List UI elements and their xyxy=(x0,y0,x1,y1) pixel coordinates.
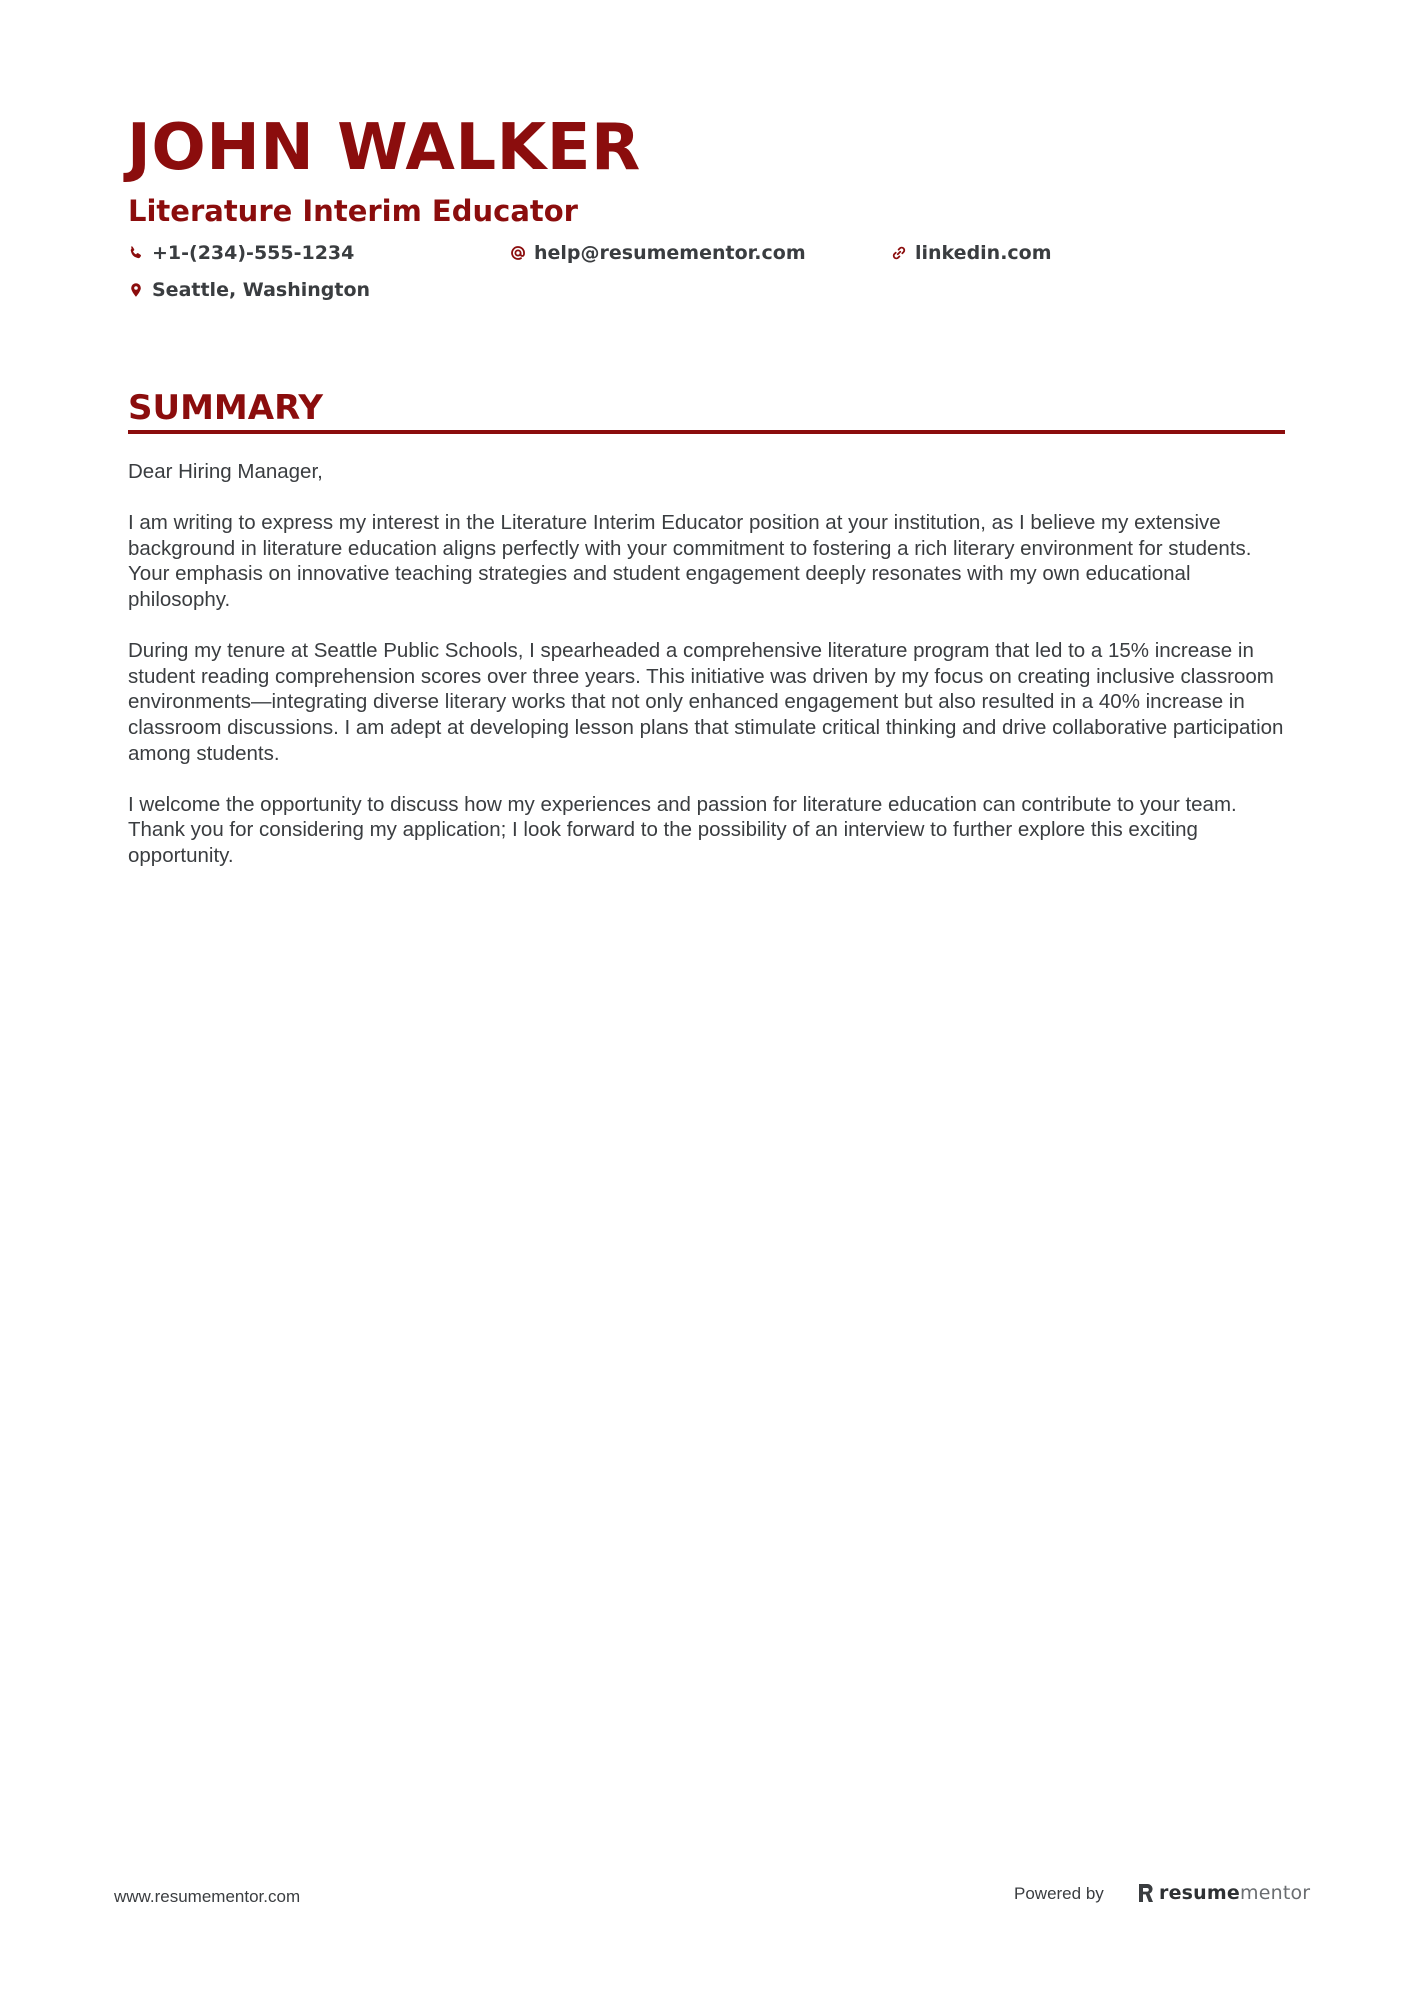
contact-location xyxy=(128,277,370,303)
letter-paragraph: I welcome the opportunity to discuss how my experiences and passion for literature education can contribute to your team. Thank you for considering my application; I look forward to the possibility of an interview to further explore this exciting opportunity. xyxy=(128,792,1237,867)
footer-powered-by: Powered by xyxy=(1014,1884,1104,1903)
at-icon xyxy=(510,245,526,261)
letter-greeting: Dear Hiring Manager, xyxy=(128,460,323,483)
email-text[interactable]: help@resumementor.com xyxy=(534,242,806,264)
contact-linkedin xyxy=(891,240,1052,266)
summary-heading: SUMMARY xyxy=(128,388,324,428)
job-title: Literature Interim Educator xyxy=(128,194,578,228)
letter-paragraph: I am writing to express my interest in the Literature Interim Educator position at your institution, as I believe my extensive background in literature education aligns perfectly with your commitment to fostering a rich literary environment for students. Your emphasis on innovative teaching strategies and student engagement deeply resonates with my own educational philosophy. xyxy=(128,511,1252,611)
link-icon xyxy=(891,245,907,261)
letter-body xyxy=(128,459,1288,894)
phone-icon xyxy=(128,245,144,261)
resumementor-logo-icon xyxy=(1137,1882,1155,1904)
letter-paragraph: During my tenure at Seattle Public Schools, I spearheaded a comprehensive literature program that led to a 15% increase in student reading comprehension scores over three years. This initiative was driven by my focus on creating inclusive classroom environments—integrating diverse literary works that not only enhanced engagement but also resulted in a 40% increase in classroom discussions. I am adept at developing lesson plans that stimulate critical thinking and drive collaborative participation among students. xyxy=(128,639,1284,765)
section-divider xyxy=(128,430,1285,434)
linkedin-text[interactable]: linkedin.com xyxy=(915,242,1052,264)
brand-wordmark xyxy=(1159,1882,1310,1904)
candidate-name: JOHN WALKER xyxy=(127,111,641,185)
phone-text: +1-(234)-555-1234 xyxy=(152,242,355,264)
footer-website[interactable]: www.resumementor.com xyxy=(114,1887,301,1906)
contact-email xyxy=(510,240,806,266)
footer-brand-logo[interactable] xyxy=(1137,1879,1310,1907)
location-text: Seattle, Washington xyxy=(152,279,371,301)
map-pin-icon xyxy=(128,282,144,298)
brand-word-bold: resume xyxy=(1159,1882,1240,1904)
brand-word-light: mentor xyxy=(1239,1882,1311,1904)
contact-phone xyxy=(128,240,354,266)
